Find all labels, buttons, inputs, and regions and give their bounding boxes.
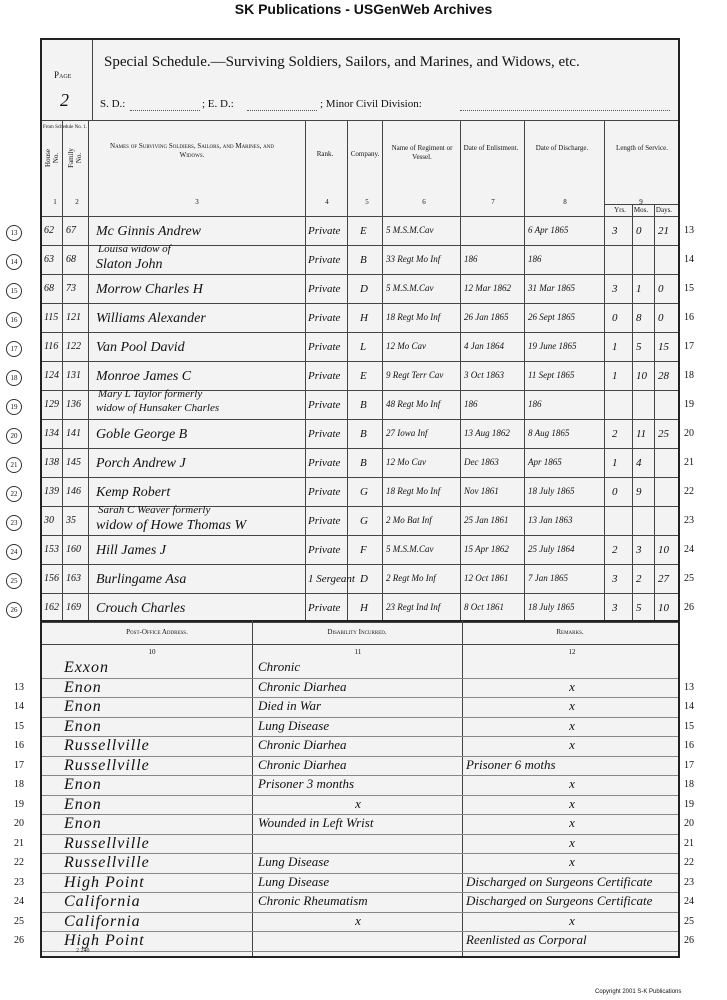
right-line-number: 17 (684, 759, 694, 771)
right-line-number: 19 (684, 399, 694, 410)
house-number: 156 (44, 573, 59, 584)
left-line-number: 20 (14, 818, 24, 829)
remarks: Discharged on Surgeons Certificate (466, 893, 653, 908)
service-months: 1 (636, 283, 642, 295)
row-circle-number: 16 (6, 312, 22, 328)
remarks: x (569, 678, 575, 694)
post-office-address: Russellville (64, 756, 150, 774)
disability: Chronic Diarhea (258, 756, 347, 772)
family-number: 146 (66, 486, 81, 497)
post-office-address: Enon (64, 795, 102, 813)
service-months: 2 (636, 573, 642, 585)
service-years: 1 (612, 341, 618, 353)
soldier-name-line2: Sarah C Weaver formerly (98, 504, 211, 516)
regiment: 23 Regt Ind Inf (386, 602, 441, 612)
company: D (360, 573, 368, 585)
discharge-date: 18 July 1865 (528, 486, 575, 496)
house-number: 68 (44, 283, 54, 294)
family-number: 141 (66, 428, 81, 439)
service-days: 27 (658, 573, 669, 585)
service-days: 0 (658, 312, 664, 324)
left-line-number: 25 (14, 915, 24, 927)
company: L (360, 341, 367, 353)
row-circle-number: 17 (6, 341, 22, 357)
family-number: 122 (66, 341, 81, 352)
days-header: Days. (655, 206, 673, 214)
discharge-date: 11 Sept 1865 (528, 370, 575, 380)
service-years: 3 (612, 602, 618, 614)
left-line-number: 26 (14, 935, 24, 946)
post-office-address: High Point (64, 932, 145, 949)
family-number: 169 (66, 602, 81, 613)
enlistment-date: 26 Jan 1865 (464, 312, 509, 322)
family-number: 73 (66, 283, 76, 294)
house-number: 115 (44, 312, 59, 323)
remarks: x (569, 717, 575, 733)
discharge-date: 26 Sept 1865 (528, 312, 575, 322)
right-line-number: 17 (684, 341, 694, 352)
remarks: Reenlisted as Corporal (466, 932, 587, 947)
remarks: x (569, 815, 575, 830)
regiment: 18 Regt Mo Inf (386, 486, 441, 496)
ed-label: ; E. D.: (202, 98, 234, 110)
right-line-number: 24 (684, 544, 694, 555)
house-no-label: House No. (44, 149, 60, 167)
left-line-number: 14 (14, 701, 24, 712)
regiment: 5 M.S.M.Cav (386, 544, 434, 554)
left-line-number: 18 (14, 779, 24, 790)
left-line-number: 23 (14, 876, 24, 888)
left-line-number: 16 (14, 740, 24, 751)
rank: Private (308, 341, 341, 353)
right-line-number: 15 (684, 720, 694, 732)
right-line-number: 21 (684, 457, 694, 468)
schedule-title: Special Schedule.—Surviving Soldiers, Sailors, and Marines, and Widows, etc. (104, 54, 580, 70)
row-circle-number: 23 (6, 515, 22, 531)
service-days: 0 (658, 283, 664, 295)
house-number: 138 (44, 457, 59, 468)
remarks-header: Remarks. (556, 628, 584, 636)
service-days: 10 (658, 544, 669, 556)
sd-label: S. D.: (100, 98, 126, 110)
right-line-number: 14 (684, 701, 694, 712)
discharge-date: 25 July 1864 (528, 544, 575, 554)
post-office-address: California (64, 893, 141, 910)
rank: Private (308, 370, 341, 382)
enlistment-date: 186 (464, 254, 478, 264)
company: D (360, 283, 368, 295)
rank: Private (308, 428, 341, 440)
remarks: Prisoner 6 moths (466, 756, 556, 772)
regiment: 33 Regt Mo Inf (386, 254, 441, 264)
col-10-num: 10 (148, 648, 156, 656)
column-number-3: 3 (195, 198, 199, 206)
company: G (360, 486, 368, 498)
company: F (360, 544, 367, 556)
soldier-name-line2: Louisa widow of (98, 243, 171, 255)
right-line-number: 21 (684, 837, 694, 849)
enlistment-date: 15 Apr 1862 (464, 544, 509, 554)
service-years: 3 (612, 225, 618, 237)
service-months: 0 (636, 225, 642, 237)
column-number-4: 4 (325, 198, 329, 206)
banner-title: SK Publications - USGenWeb Archives (0, 0, 727, 18)
right-line-number: 18 (684, 370, 694, 381)
discharge-date: 7 Jan 1865 (528, 573, 568, 583)
left-line-number: 22 (14, 857, 24, 868)
company: E (360, 370, 367, 382)
from-schedule-label: From Schedule No. 1. (42, 125, 88, 130)
row-circle-number: 20 (6, 428, 22, 444)
soldier-name: Kemp Robert (96, 485, 171, 500)
family-number: 35 (66, 515, 76, 526)
remarks: x (569, 795, 575, 811)
regiment: 5 M.S.M.Cav (386, 225, 434, 235)
disability: Chronic (258, 659, 301, 674)
regiment: 2 Mo Bat Inf (386, 515, 432, 525)
soldier-name-line2: Mary L Taylor formerly (98, 388, 203, 400)
house-number: 63 (44, 254, 54, 265)
rank: Private (308, 254, 341, 266)
post-office-address: Russellville (64, 834, 150, 852)
regiment: 48 Regt Mo Inf (386, 399, 441, 409)
discharge-date: 6 Apr 1865 (528, 225, 569, 235)
left-line-number: 13 (14, 681, 24, 693)
house-number: 134 (44, 428, 59, 439)
right-line-number: 20 (684, 818, 694, 829)
rank: Private (308, 544, 341, 556)
disability: Lung Disease (258, 873, 330, 889)
left-line-number: 17 (14, 759, 24, 771)
family-number: 121 (66, 312, 81, 323)
service-years: 1 (612, 370, 618, 382)
right-line-number: 24 (684, 896, 694, 907)
enlistment-date: 25 Jan 1861 (464, 515, 509, 525)
page-label: Page (54, 70, 72, 80)
soldier-name: Crouch Charles (96, 601, 186, 616)
row-circle-number: 22 (6, 486, 22, 502)
house-number: 30 (44, 515, 54, 526)
discharge-date: Apr 1865 (528, 457, 562, 467)
address-header: Post-Office Address. (126, 628, 188, 636)
soldier-name: Mc Ginnis Andrew (96, 224, 201, 239)
service-years: 0 (612, 312, 618, 324)
house-number: 129 (44, 399, 59, 410)
row-circle-number: 25 (6, 573, 22, 589)
disability: x (355, 912, 361, 928)
family-number: 163 (66, 573, 81, 584)
remarks: x (569, 854, 575, 869)
enlistment-date: Dec 1863 (464, 457, 499, 467)
service-days: 21 (658, 225, 669, 237)
regiment: 12 Mo Cav (386, 457, 426, 467)
discharge-date: 186 (528, 399, 542, 409)
enlistment-date: 12 Oct 1861 (464, 573, 509, 583)
house-number: 153 (44, 544, 59, 555)
rank: Private (308, 602, 341, 614)
service-months: 5 (636, 341, 642, 353)
remarks: x (569, 912, 575, 928)
column-number-6: 6 (422, 198, 426, 206)
service-days: 28 (658, 370, 669, 382)
regiment: 12 Mo Cav (386, 341, 426, 351)
company: E (360, 225, 367, 237)
company: H (360, 602, 368, 614)
service-months: 5 (636, 602, 642, 614)
column-number-9: 9 (639, 198, 643, 206)
discharge-date: 8 Aug 1865 (528, 428, 570, 438)
service-months: 3 (636, 544, 642, 556)
discharge-date: 31 Mar 1865 (528, 283, 575, 293)
disability: Prisoner 3 months (258, 776, 355, 791)
col-11-num: 11 (354, 648, 362, 656)
discharge-date: 19 June 1865 (528, 341, 577, 351)
remarks: x (569, 737, 575, 752)
disability: Chronic Diarhea (258, 678, 347, 694)
soldier-name: Burlingame Asa (96, 572, 187, 587)
right-line-number: 20 (684, 428, 694, 439)
post-office-address: Exxon (64, 659, 109, 676)
regiment-header: Name of Regiment or Vessel. (391, 144, 453, 161)
soldier-name: Goble George B (96, 427, 188, 442)
disability: x (355, 795, 361, 811)
disability: Wounded in Left Wrist (258, 815, 374, 830)
regiment: 27 Iowa Inf (386, 428, 428, 438)
soldier-name: Hill James J (96, 543, 166, 558)
mcd-label: ; Minor Civil Division: (320, 98, 422, 110)
family-number: 136 (66, 399, 81, 410)
left-line-number: 24 (14, 896, 24, 907)
disability-header: Disability Incurred. (327, 628, 387, 636)
family-number: 67 (66, 225, 76, 236)
remarks: x (569, 834, 575, 850)
column-number-1: 1 (53, 198, 57, 206)
row-circle-number: 15 (6, 283, 22, 299)
yrs-header: Yrs. (614, 206, 626, 214)
enlistment-date: 8 Oct 1861 (464, 602, 504, 612)
service-months: 10 (636, 370, 647, 382)
row-circle-number: 13 (6, 225, 22, 241)
house-number: 124 (44, 370, 59, 381)
column-number-8: 8 (563, 198, 567, 206)
rank: Private (308, 399, 341, 411)
rank: Private (308, 225, 341, 237)
remarks: x (569, 776, 575, 791)
discharge-header: Date of Discharge. (535, 144, 589, 152)
rank: Private (308, 515, 341, 527)
rank-header: Rank. (316, 150, 334, 158)
right-line-number: 26 (684, 935, 694, 946)
service-days: 25 (658, 428, 669, 440)
service-months: 9 (636, 486, 642, 498)
house-number: 62 (44, 225, 54, 236)
service-months: 11 (636, 428, 647, 440)
company-header: Company. (350, 150, 380, 158)
house-number: 162 (44, 602, 59, 613)
soldier-name: widow of Hunsaker Charles (96, 402, 220, 414)
rank: Private (308, 457, 341, 469)
post-office-address: Enon (64, 815, 102, 832)
service-months: 8 (636, 312, 642, 324)
discharge-date: 13 Jan 1863 (528, 515, 573, 525)
company: B (360, 254, 367, 266)
regiment: 2 Regt Mo Inf (386, 573, 436, 583)
family-no-label: Family No. (67, 148, 83, 168)
company: G (360, 515, 368, 527)
remarks: Discharged on Surgeons Certificate (466, 873, 653, 889)
row-circle-number: 26 (6, 602, 22, 618)
column-number-7: 7 (491, 198, 495, 206)
disability: Chronic Diarhea (258, 737, 347, 752)
discharge-date: 18 July 1865 (528, 602, 575, 612)
right-line-number: 14 (684, 254, 694, 265)
right-line-number: 18 (684, 779, 694, 790)
left-line-number: 21 (14, 837, 24, 849)
row-circle-number: 18 (6, 370, 22, 386)
service-years: 3 (612, 573, 618, 585)
right-line-number: 15 (684, 283, 694, 294)
enlistment-date: 4 Jan 1864 (464, 341, 504, 351)
service-years: 2 (612, 544, 618, 556)
service-years: 1 (612, 457, 618, 469)
rank: 1 Sergeant (308, 573, 355, 585)
right-line-number: 19 (684, 798, 694, 810)
service-years: 3 (612, 283, 618, 295)
company: H (360, 312, 368, 324)
discharge-date: 186 (528, 254, 542, 264)
post-office-address: Russellville (64, 737, 150, 754)
house-number: 116 (44, 341, 59, 352)
regiment: 5 M.S.M.Cav (386, 283, 434, 293)
right-line-number: 26 (684, 602, 694, 613)
house-number: 139 (44, 486, 59, 497)
page-number: 2 (60, 90, 69, 110)
right-line-number: 25 (684, 915, 694, 927)
soldier-name: Williams Alexander (96, 311, 206, 326)
bottom-marks: 2 240 (76, 948, 90, 954)
company: B (360, 457, 367, 469)
soldier-name: Monroe James C (96, 369, 192, 384)
enlistment-date: 186 (464, 399, 478, 409)
disability: Lung Disease (258, 854, 330, 869)
right-line-number: 23 (684, 876, 694, 888)
length-header: Length of Service. (616, 144, 668, 152)
family-number: 131 (66, 370, 81, 381)
service-years: 2 (612, 428, 618, 440)
mos-header: Mos. (633, 206, 649, 214)
regiment: 9 Regt Terr Cav (386, 370, 444, 380)
service-days: 15 (658, 341, 669, 353)
company: B (360, 428, 367, 440)
rank: Private (308, 312, 341, 324)
right-line-number: 16 (684, 740, 694, 751)
census-sheet (10, 38, 694, 958)
left-line-number: 19 (14, 798, 24, 810)
soldier-name: widow of Howe Thomas W (96, 518, 247, 533)
family-number: 68 (66, 254, 76, 265)
right-line-number: 25 (684, 573, 694, 584)
right-line-number: 16 (684, 312, 694, 323)
post-office-address: Enon (64, 678, 102, 696)
service-months: 4 (636, 457, 642, 469)
names-header: Names of Surviving Soldiers, Sailors, and Marines, and Widows. (110, 142, 274, 159)
disability: Chronic Rheumatism (258, 893, 368, 908)
enlistment-date: 3 Oct 1863 (464, 370, 504, 380)
enlistment-header: Date of Enlistment. (463, 144, 519, 152)
service-days: 10 (658, 602, 669, 614)
post-office-address: Enon (64, 717, 102, 735)
soldier-name: Van Pool David (96, 340, 185, 355)
column-number-5: 5 (365, 198, 369, 206)
page-box (42, 40, 93, 120)
column-number-2: 2 (75, 198, 79, 206)
disability: Died in War (258, 698, 322, 713)
family-number: 160 (66, 544, 81, 555)
col-12-num: 12 (568, 648, 576, 656)
right-line-number: 22 (684, 486, 694, 497)
row-circle-number: 24 (6, 544, 22, 560)
enlistment-date: 12 Mar 1862 (464, 283, 511, 293)
rank: Private (308, 283, 341, 295)
soldier-name: Slaton John (96, 257, 163, 272)
post-office-address: Russellville (64, 854, 150, 871)
right-line-number: 22 (684, 857, 694, 868)
soldier-name: Porch Andrew J (96, 456, 186, 471)
post-office-address: Enon (64, 698, 102, 715)
company: B (360, 399, 367, 411)
family-number: 145 (66, 457, 81, 468)
remarks: x (569, 698, 575, 713)
row-circle-number: 19 (6, 399, 22, 415)
post-office-address: High Point (64, 873, 145, 891)
left-line-number: 15 (14, 720, 24, 732)
row-circle-number: 14 (6, 254, 22, 270)
right-line-number: 13 (684, 681, 694, 693)
post-office-address: Enon (64, 776, 102, 793)
soldier-name: Morrow Charles H (96, 282, 203, 297)
disability: Lung Disease (258, 717, 330, 733)
regiment: 18 Regt Mo Inf (386, 312, 441, 322)
copyright-text: Copyright 2001 S-K Publications (595, 989, 682, 995)
enlistment-date: Nov 1861 (464, 486, 499, 496)
right-line-number: 23 (684, 515, 694, 526)
right-line-number: 13 (684, 225, 694, 236)
service-years: 0 (612, 486, 618, 498)
row-circle-number: 21 (6, 457, 22, 473)
post-office-address: California (64, 912, 141, 930)
enlistment-date: 13 Aug 1862 (464, 428, 510, 438)
rank: Private (308, 486, 341, 498)
